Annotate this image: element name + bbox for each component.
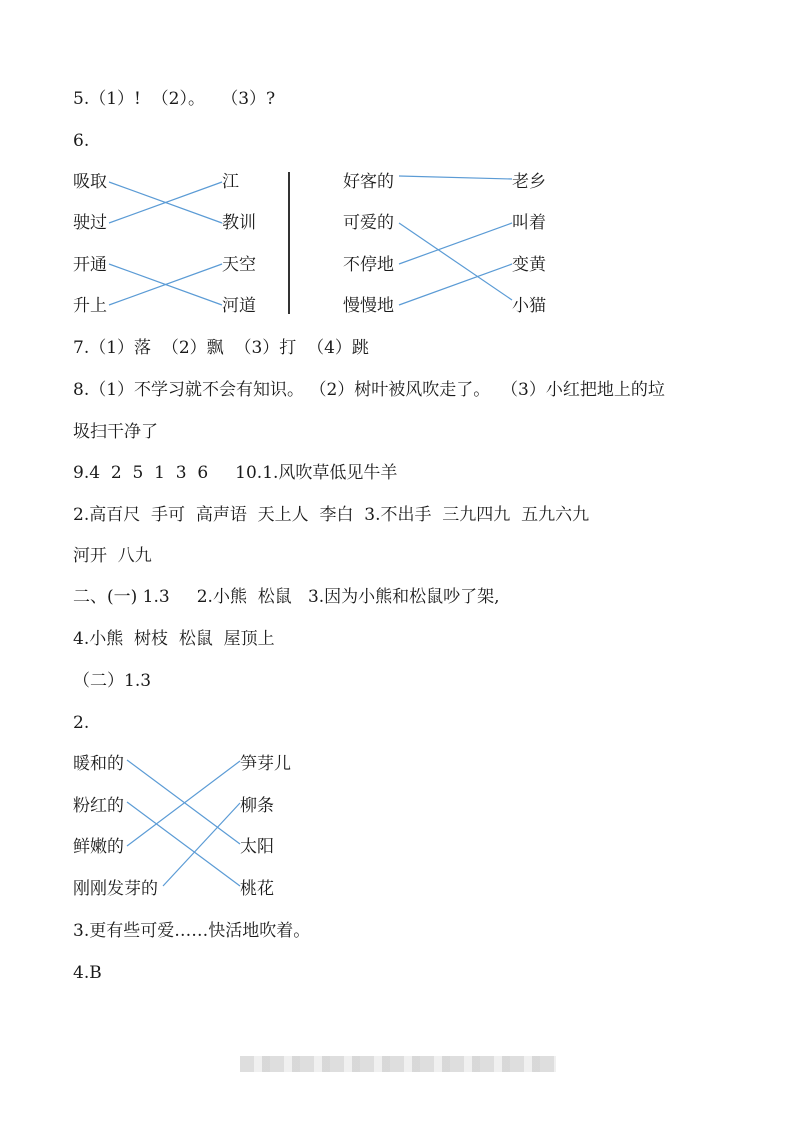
section2-q2-label: 2. (73, 713, 90, 733)
answer-q8-line1: 8.（1）不学习就不会有知识。 （2）树叶被风吹走了。 （3）小红把地上的垃 (73, 380, 665, 400)
match3-right-3: 太阳 (240, 837, 274, 857)
answer-q8-line2: 圾扫干净了 (73, 422, 158, 442)
match2-right-1: 老乡 (512, 172, 546, 192)
match2-left-1: 好客的 (343, 172, 394, 192)
section2-line3: （二）1.3 (73, 671, 152, 691)
blurred-watermark (240, 1056, 556, 1072)
match1-right-4: 河道 (222, 296, 256, 316)
link-line (399, 223, 512, 300)
answer-q10-line3: 河开 八九 (73, 546, 152, 566)
match3-left-1: 暖和的 (73, 754, 124, 774)
match2-right-4: 小猫 (512, 296, 546, 316)
section2-line2: 4.小熊 树枝 松鼠 屋顶上 (73, 629, 275, 649)
match3-right-2: 柳条 (240, 796, 274, 816)
link-line (399, 264, 512, 305)
match1-left-1: 吸取 (73, 172, 107, 192)
match3-right-4: 桃花 (240, 879, 274, 899)
link-line (127, 761, 240, 846)
match2-right-2: 叫着 (512, 213, 546, 233)
match2-left-2: 可爱的 (343, 213, 394, 233)
link-line (399, 223, 512, 264)
match1-right-2: 教训 (222, 213, 256, 233)
section2-line1: 二、(一) 1.3 2.小熊 松鼠 3.因为小熊和松鼠吵了架, (73, 587, 500, 607)
link-line (127, 760, 240, 844)
section2-q4: 4.B (73, 963, 102, 983)
answer-q6-label: 6. (73, 131, 90, 151)
answer-q9-q10: 9.4 2 5 1 3 6 10.1.风吹草低见牛羊 (73, 463, 398, 483)
match1-left-3: 开通 (73, 255, 107, 275)
link-line (127, 802, 240, 886)
match3-left-3: 鲜嫩的 (73, 837, 124, 857)
match2-left-4: 慢慢地 (343, 296, 394, 316)
link-line (399, 176, 512, 179)
answer-q10-line2: 2.高百尺 手可 高声语 天上人 李白 3.不出手 三九四九 五九六九 (73, 505, 590, 525)
section2-q3: 3.更有些可爱……快活地吹着。 (73, 921, 311, 941)
match1-left-4: 升上 (73, 296, 107, 316)
match3-left-4: 刚刚发芽的 (73, 879, 158, 899)
answer-q7: 7.（1）落 （2）飘 （3）打 （4）跳 (73, 338, 369, 358)
match2-left-3: 不停地 (343, 255, 394, 275)
match1-left-2: 驶过 (73, 213, 107, 233)
match1-right-3: 天空 (222, 255, 256, 275)
match2-right-3: 变黄 (512, 255, 546, 275)
match1-right-1: 江 (222, 172, 239, 192)
match3-left-2: 粉红的 (73, 796, 124, 816)
match3-right-1: 笋芽儿 (240, 754, 291, 774)
answer-q5: 5.（1）! （2）。 （3）? (73, 89, 276, 109)
